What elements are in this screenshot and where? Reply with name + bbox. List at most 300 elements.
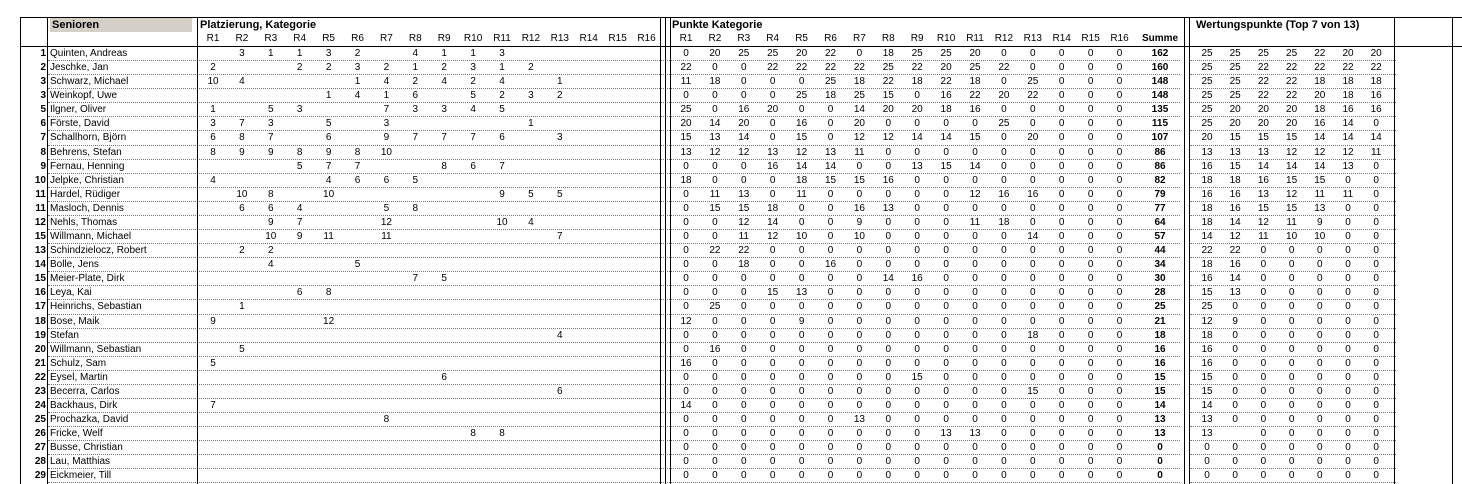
points-cell: 16 — [998, 188, 1010, 200]
points-cell: 0 — [769, 329, 776, 341]
points-cell: 18 — [940, 104, 952, 116]
placement-cell: 11 — [323, 231, 334, 243]
points-cell: 0 — [1001, 160, 1007, 172]
points-cell: 0 — [1001, 104, 1007, 116]
points-cell: 20 — [738, 118, 750, 130]
placement-cell: 6 — [412, 90, 419, 102]
points-round-header: R10 — [936, 33, 956, 44]
points-cell: 0 — [712, 385, 718, 397]
name-cell: Backhaus, Dirk — [50, 400, 118, 411]
scoring-cell: 0 — [1288, 343, 1295, 355]
points-cell: 0 — [1058, 104, 1065, 116]
points-cell: 0 — [827, 400, 834, 411]
scoring-cell: 13 — [1201, 428, 1213, 440]
placement-cell: 9 — [268, 216, 274, 228]
placement-cell: 6 — [557, 385, 563, 397]
scoring-cell: 12 — [1342, 146, 1354, 158]
points-cell: 0 — [1116, 273, 1123, 285]
points-cell: 0 — [798, 456, 805, 468]
row-separator — [1190, 60, 1396, 61]
points-cell: 12 — [680, 315, 692, 327]
placement-cell: 5 — [268, 104, 274, 116]
placement-cell: 5 — [325, 118, 332, 130]
points-cell: 0 — [972, 259, 978, 271]
points-cell: 0 — [683, 301, 689, 313]
points-cell: 0 — [1030, 442, 1036, 454]
name-cell: Bose, Maik — [50, 315, 100, 327]
placement-cell: 2 — [354, 48, 361, 59]
placement-cell: 10 — [265, 231, 277, 243]
placement-cell: 1 — [383, 90, 390, 102]
scoring-cell: 0 — [1232, 343, 1238, 355]
points-cell: 0 — [827, 118, 834, 130]
scoring-cell: 0 — [1317, 259, 1323, 271]
scoring-cell: 0 — [1260, 371, 1267, 383]
points-cell: 0 — [1087, 202, 1094, 214]
points-cell: 20 — [998, 90, 1010, 102]
scoring-cell: 0 — [1373, 357, 1379, 369]
points-cell: 0 — [741, 357, 747, 369]
points-cell: 0 — [885, 301, 892, 313]
row-separator — [1190, 229, 1396, 230]
points-cell: 0 — [1030, 301, 1036, 313]
points-round-header: R13 — [1023, 33, 1042, 44]
points-cell: 0 — [914, 216, 920, 228]
placement-round-header: R5 — [322, 33, 335, 44]
placement-cell: 5 — [470, 90, 476, 102]
rank-cell: 26 — [34, 428, 46, 440]
row-separator — [48, 482, 1180, 483]
points-cell: 0 — [1030, 315, 1036, 327]
scoring-cell: 0 — [1373, 273, 1379, 285]
points-cell: 0 — [943, 231, 949, 243]
scoring-cell: 9 — [1232, 315, 1238, 327]
column-border — [1452, 17, 1453, 484]
points-cell: 0 — [683, 216, 689, 228]
points-cell: 0 — [1116, 414, 1123, 426]
row-separator — [1190, 173, 1396, 174]
rank-cell: 6 — [40, 118, 46, 130]
scoring-cell: 0 — [1373, 470, 1379, 482]
points-cell: 0 — [885, 216, 892, 228]
points-round-header: R5 — [795, 33, 808, 44]
points-cell: 20 — [882, 104, 894, 116]
points-cell: 0 — [1001, 414, 1007, 426]
row-separator — [1190, 314, 1396, 315]
placement-cell: 5 — [441, 273, 447, 285]
points-cell: 0 — [683, 90, 689, 102]
placement-cell: 2 — [210, 62, 216, 74]
sum-cell: 162 — [1151, 48, 1169, 59]
points-cell: 0 — [827, 301, 834, 313]
scoring-cell: 22 — [1286, 62, 1298, 74]
points-cell: 0 — [885, 414, 892, 426]
sum-cell: 14 — [1154, 400, 1166, 411]
points-cell: 0 — [798, 329, 805, 341]
points-cell: 0 — [798, 76, 805, 88]
points-cell: 0 — [1087, 174, 1094, 186]
points-cell: 15 — [738, 202, 750, 214]
points-cell: 0 — [1030, 245, 1036, 257]
points-cell: 0 — [1058, 90, 1065, 102]
sum-cell: 79 — [1154, 188, 1166, 200]
scoring-cell: 0 — [1288, 329, 1295, 341]
points-cell: 0 — [1087, 160, 1094, 172]
sum-cell: 34 — [1154, 259, 1166, 271]
points-cell: 0 — [1087, 231, 1094, 243]
scoring-cell: 0 — [1373, 216, 1379, 228]
points-cell: 0 — [798, 273, 805, 285]
scoring-cell: 0 — [1288, 259, 1295, 271]
points-cell: 0 — [885, 470, 892, 482]
points-cell: 0 — [827, 231, 834, 243]
points-cell: 14 — [940, 132, 952, 144]
placement-cell: 4 — [296, 202, 303, 214]
points-cell: 0 — [856, 470, 863, 482]
points-cell: 0 — [1116, 245, 1123, 257]
points-cell: 0 — [1001, 202, 1007, 214]
points-cell: 0 — [914, 414, 920, 426]
points-cell: 0 — [683, 188, 689, 200]
scoring-cell: 0 — [1232, 329, 1238, 341]
points-cell: 0 — [943, 118, 949, 130]
points-cell: 0 — [1087, 428, 1094, 440]
points-cell: 9 — [856, 216, 863, 228]
points-cell: 10 — [853, 231, 865, 243]
row-separator — [1190, 187, 1396, 188]
points-cell: 20 — [969, 48, 981, 59]
points-cell: 0 — [1116, 231, 1123, 243]
points-cell: 0 — [856, 245, 863, 257]
points-cell: 0 — [741, 371, 747, 383]
scoring-cell: 0 — [1260, 470, 1267, 482]
row-separator — [1190, 215, 1396, 216]
points-cell: 0 — [712, 470, 718, 482]
points-cell: 13 — [969, 428, 981, 440]
points-cell: 15 — [824, 174, 837, 186]
row-separator — [1190, 116, 1396, 117]
points-cell: 0 — [1116, 343, 1123, 355]
scoring-cell: 0 — [1288, 456, 1295, 468]
scoring-cell: 0 — [1260, 329, 1267, 341]
scoring-cell: 20 — [1257, 104, 1269, 116]
points-cell: 0 — [769, 132, 776, 144]
points-cell: 18 — [680, 174, 692, 186]
points-cell: 0 — [856, 357, 863, 369]
points-cell: 0 — [943, 188, 949, 200]
scoring-cell: 0 — [1260, 442, 1267, 454]
placement-cell: 12 — [323, 315, 335, 327]
scoring-cell: 0 — [1204, 456, 1210, 468]
placement-cell: 4 — [210, 174, 216, 186]
scoring-cell: 0 — [1317, 371, 1323, 383]
points-cell: 0 — [1001, 456, 1007, 468]
points-cell: 0 — [856, 301, 863, 313]
placement-cell: 3 — [268, 118, 274, 130]
points-cell: 0 — [1058, 301, 1065, 313]
placement-cell: 3 — [210, 118, 216, 130]
scoring-cell: 0 — [1232, 414, 1238, 426]
row-separator — [1190, 384, 1396, 385]
points-cell: 0 — [885, 188, 892, 200]
points-cell: 0 — [769, 400, 776, 411]
rank-cell: 1 — [40, 48, 46, 59]
scoring-cell: 14 — [1342, 132, 1354, 144]
points-cell: 0 — [856, 456, 863, 468]
name-cell: Schulz, Sam — [50, 357, 107, 369]
scoring-cell: 0 — [1288, 385, 1295, 397]
placement-cell: 7 — [383, 104, 390, 116]
rank-cell: 18 — [34, 315, 46, 327]
rank-cell: 16 — [34, 287, 46, 299]
scoring-cell: 0 — [1288, 470, 1295, 482]
points-cell: 0 — [1058, 245, 1065, 257]
placement-round-header: R13 — [550, 33, 569, 44]
scoring-cell: 0 — [1288, 273, 1295, 285]
points-cell: 0 — [1058, 231, 1065, 243]
points-cell: 0 — [943, 329, 949, 341]
scoring-cell: 0 — [1260, 385, 1267, 397]
scoring-cell: 0 — [1232, 470, 1238, 482]
scoring-cell: 13 — [1257, 146, 1269, 158]
row-separator — [48, 187, 1180, 188]
points-cell: 0 — [1030, 62, 1036, 74]
rank-cell: 2 — [40, 62, 46, 74]
points-cell: 0 — [1030, 273, 1036, 285]
points-cell: 22 — [709, 245, 721, 257]
placement-cell: 2 — [557, 90, 563, 102]
points-cell: 22 — [796, 62, 808, 74]
points-cell: 0 — [1116, 442, 1123, 454]
scoring-cell: 0 — [1260, 315, 1267, 327]
scoring-cell: 0 — [1345, 428, 1351, 440]
sum-cell: 86 — [1154, 146, 1166, 158]
rank-cell: 27 — [34, 442, 46, 454]
points-cell: 0 — [769, 385, 776, 397]
placement-cell: 4 — [528, 216, 534, 228]
points-cell: 15 — [853, 174, 865, 186]
points-cell: 0 — [1087, 414, 1094, 426]
scoring-cell: 0 — [1260, 400, 1267, 411]
points-cell: 25 — [796, 90, 808, 102]
points-round-header: R15 — [1081, 33, 1100, 44]
points-cell: 0 — [741, 160, 747, 172]
points-cell: 18 — [853, 76, 865, 88]
points-cell: 22 — [853, 62, 865, 74]
points-cell: 0 — [1001, 329, 1007, 341]
scoring-cell: 0 — [1345, 329, 1351, 341]
points-cell: 0 — [1030, 216, 1036, 228]
points-cell: 0 — [1087, 62, 1094, 74]
points-cell: 0 — [1030, 456, 1036, 468]
name-cell: Stefan — [50, 329, 79, 341]
points-cell: 0 — [827, 315, 834, 327]
placement-cell: 3 — [325, 48, 332, 59]
sum-cell: 86 — [1154, 160, 1166, 172]
column-border — [1184, 17, 1185, 484]
scoring-cell: 0 — [1317, 287, 1323, 299]
points-section-header: Punkte Kategorie — [672, 19, 763, 31]
points-cell: 0 — [1058, 202, 1065, 214]
points-cell: 0 — [1087, 188, 1094, 200]
points-cell: 0 — [1116, 287, 1123, 299]
points-cell: 0 — [943, 442, 949, 454]
points-cell: 12 — [738, 216, 750, 228]
rank-cell: 22 — [34, 371, 46, 383]
points-cell: 15 — [767, 287, 779, 299]
name-cell: Quinten, Andreas — [50, 48, 128, 59]
scoring-cell: 22 — [1314, 62, 1326, 74]
scoring-cell: 22 — [1201, 245, 1213, 257]
points-cell: 0 — [972, 146, 978, 158]
placement-cell: 4 — [499, 76, 505, 88]
scoring-cell: 15 — [1286, 202, 1298, 214]
points-cell: 0 — [1030, 259, 1036, 271]
points-cell: 16 — [940, 90, 952, 102]
points-cell: 18 — [1027, 329, 1039, 341]
points-cell: 0 — [1058, 428, 1065, 440]
points-cell: 0 — [741, 76, 747, 88]
points-cell: 9 — [798, 315, 805, 327]
row-separator — [48, 215, 1180, 216]
points-cell: 0 — [1116, 76, 1123, 88]
sum-cell: 28 — [1154, 287, 1166, 299]
row-separator — [48, 384, 1180, 385]
points-cell: 0 — [798, 400, 805, 411]
scoring-cell: 0 — [1373, 414, 1379, 426]
points-cell: 0 — [943, 245, 949, 257]
points-cell: 0 — [972, 470, 978, 482]
scoring-cell: 0 — [1373, 385, 1379, 397]
points-cell: 0 — [741, 273, 747, 285]
points-cell: 0 — [943, 357, 949, 369]
scoring-cell: 0 — [1317, 385, 1323, 397]
points-cell: 0 — [1001, 301, 1007, 313]
points-cell: 0 — [914, 315, 920, 327]
points-cell: 0 — [683, 273, 689, 285]
placement-cell: 6 — [268, 202, 274, 214]
scoring-cell: 15 — [1201, 371, 1213, 383]
placement-cell: 8 — [268, 188, 274, 200]
scoring-cell: 0 — [1345, 456, 1351, 468]
points-cell: 12 — [882, 132, 894, 144]
sum-cell: 0 — [1157, 470, 1163, 482]
points-cell: 0 — [741, 470, 747, 482]
row-separator — [48, 328, 1180, 329]
points-round-header: R6 — [824, 33, 837, 44]
points-cell: 0 — [683, 329, 689, 341]
name-cell: Hardel, Rüdiger — [50, 188, 121, 200]
points-cell: 0 — [856, 48, 863, 59]
points-cell: 0 — [712, 456, 718, 468]
placement-cell: 8 — [239, 132, 245, 144]
scoring-cell: 12 — [1229, 231, 1241, 243]
points-cell: 13 — [911, 160, 923, 172]
scoring-cell: 0 — [1317, 428, 1323, 440]
name-cell: Jelpke, Christian — [50, 174, 124, 186]
points-cell: 0 — [914, 329, 920, 341]
placement-cell: 2 — [499, 90, 505, 102]
points-cell: 0 — [885, 259, 892, 271]
scoring-cell: 20 — [1229, 104, 1241, 116]
scoring-cell: 0 — [1317, 400, 1323, 411]
points-cell: 0 — [914, 118, 920, 130]
scoring-cell: 14 — [1342, 118, 1354, 130]
points-round-header: R2 — [708, 33, 722, 44]
sum-cell: 0 — [1157, 442, 1163, 454]
points-cell: 0 — [1058, 329, 1065, 341]
points-cell: 22 — [824, 48, 837, 59]
points-cell: 0 — [1030, 400, 1036, 411]
points-cell: 0 — [856, 259, 863, 271]
scoring-cell: 0 — [1345, 385, 1351, 397]
scoring-cell: 0 — [1373, 329, 1379, 341]
points-cell: 0 — [1001, 273, 1007, 285]
row-separator — [48, 299, 1180, 300]
row-separator — [1190, 243, 1396, 244]
placement-section-header: Platzierung, Kategorie — [200, 19, 317, 31]
scoring-cell: 22 — [1342, 62, 1354, 74]
points-cell: 22 — [824, 62, 837, 74]
rank-cell: 21 — [34, 357, 46, 369]
header-border — [20, 46, 1462, 47]
column-border — [197, 17, 198, 484]
points-cell: 0 — [914, 456, 920, 468]
scoring-cell: 25 — [1201, 62, 1213, 74]
points-cell: 0 — [741, 301, 747, 313]
rank-cell: 5 — [40, 104, 46, 116]
points-cell: 0 — [972, 385, 978, 397]
placement-cell: 8 — [354, 146, 361, 158]
placement-cell: 6 — [470, 160, 476, 172]
scoring-cell: 25 — [1201, 48, 1213, 59]
points-cell: 0 — [943, 301, 949, 313]
rank-cell: 19 — [34, 329, 46, 341]
scoring-cell: 22 — [1314, 48, 1326, 59]
points-cell: 20 — [940, 62, 952, 74]
points-cell: 0 — [885, 442, 892, 454]
scoring-cell: 22 — [1229, 245, 1241, 257]
points-round-header: R4 — [766, 33, 780, 44]
placement-cell: 3 — [296, 104, 303, 116]
row-separator — [1190, 257, 1396, 258]
points-cell: 0 — [1087, 76, 1094, 88]
points-cell: 0 — [1058, 357, 1065, 369]
scoring-cell: 0 — [1345, 259, 1351, 271]
points-cell: 0 — [1058, 118, 1065, 130]
name-cell: Leya, Kai — [50, 287, 92, 299]
points-cell: 0 — [1030, 357, 1036, 369]
points-cell: 12 — [738, 146, 750, 158]
points-cell: 0 — [856, 385, 863, 397]
points-cell: 0 — [1030, 174, 1036, 186]
row-separator — [1190, 356, 1396, 357]
points-cell: 0 — [1058, 371, 1065, 383]
points-cell: 0 — [1116, 329, 1123, 341]
placement-cell: 1 — [268, 48, 274, 59]
placement-cell: 4 — [441, 76, 447, 88]
points-cell: 0 — [1058, 456, 1065, 468]
scoring-cell: 16 — [1370, 104, 1382, 116]
points-cell: 0 — [1058, 132, 1065, 144]
scoring-cell: 0 — [1373, 231, 1379, 243]
points-cell: 13 — [853, 414, 865, 426]
scoring-cell: 0 — [1260, 414, 1267, 426]
placement-cell: 5 — [412, 174, 419, 186]
points-cell: 0 — [885, 343, 892, 355]
points-cell: 0 — [943, 315, 949, 327]
points-cell: 0 — [798, 428, 805, 440]
